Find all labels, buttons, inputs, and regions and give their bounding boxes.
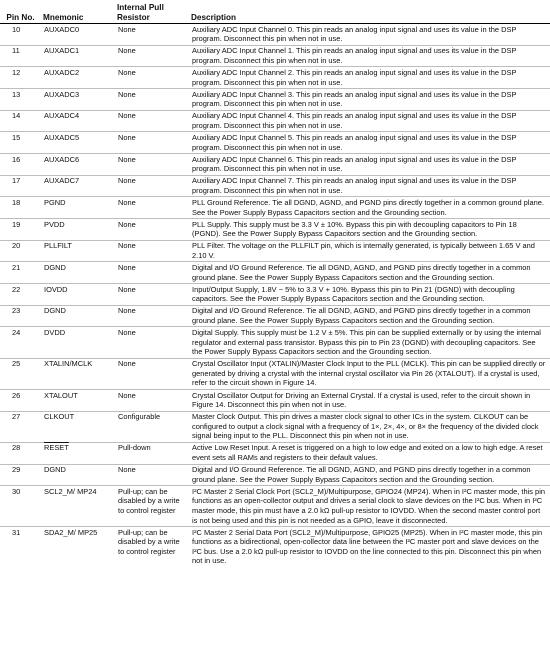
- mnemonic-cell: AUXADC1: [41, 45, 115, 67]
- pull-resistor-cell: None: [115, 45, 189, 67]
- pull-resistor-cell: None: [115, 327, 189, 358]
- pull-resistor-cell: Configurable: [115, 411, 189, 442]
- pin-number-cell: 28: [0, 442, 41, 464]
- table-row: [0, 154, 550, 176]
- description-cell: Crystal Oscillator Input (XTALIN)/Master Clock Input to the PLL (MCLK). This pin can be supplied directly or generated by driving a crystal with the internal crystal oscillator via Pin 26 (XTALOUT). If a crystal is used, refer to the circuit shown in Figure 14.: [189, 358, 550, 389]
- mnemonic-cell: SCL2_M/ MP24: [41, 486, 115, 527]
- mnemonic-cell: DVDD: [41, 327, 115, 358]
- header-description: Description: [189, 0, 550, 24]
- mnemonic-cell: AUXADC4: [41, 110, 115, 132]
- pin-number-cell: 10: [0, 24, 41, 46]
- mnemonic-cell: IOVDD: [41, 284, 115, 306]
- pin-number-cell: 18: [0, 197, 41, 219]
- pin-number-cell: 14: [0, 110, 41, 132]
- table-row: [0, 358, 550, 389]
- pull-resistor-cell: None: [115, 197, 189, 219]
- table-row: [0, 45, 550, 67]
- pin-number-cell: 30: [0, 486, 41, 527]
- table-row: [0, 175, 550, 197]
- table-header: [0, 0, 550, 24]
- table-row: [0, 305, 550, 327]
- pull-resistor-cell: None: [115, 175, 189, 197]
- mnemonic-cell: AUXADC2: [41, 67, 115, 89]
- description-cell: Auxiliary ADC Input Channel 1. This pin reads an analog input signal and uses its value in the DSP program. Disconnect this pin when not in use.: [189, 45, 550, 67]
- pull-resistor-cell: Pull-up; can be disabled by a write to control register: [118, 527, 180, 556]
- pull-resistor-cell: None: [115, 358, 189, 389]
- table-row: [0, 219, 550, 241]
- mnemonic-cell: AUXADC5: [41, 132, 115, 154]
- description-cell: I²C Master 2 Serial Clock Port (SCL2_M)/Multipurpose, GPIO24 (MP24). When in I²C master mode, this pin functions as an open-collector output and drives a serial clock to slave devices on the I²C bus. When in I²C master mode, this pin must have a 2.0 kΩ pull-up resistor to IOVDD. When the second master control port is not being used and this pin is not needed as a GPIO, leave it disconnected.: [189, 486, 550, 527]
- pin-number-cell: 17: [0, 175, 41, 197]
- description-cell: Auxiliary ADC Input Channel 0. This pin reads an analog input signal and uses its value in the DSP program. Disconnect this pin when not in use.: [189, 24, 550, 46]
- table-row: [0, 262, 550, 284]
- description-cell: Input/Output Supply, 1.8V − 5% to 3.3 V + 10%. Bypass this pin to Pin 21 (DGND) with decoupling capacitors. See the Power Supply Bypass Capacitors section and the Grounding section.: [189, 284, 550, 306]
- pin-number-cell: 19: [0, 219, 41, 241]
- table-row: [0, 442, 550, 464]
- mnemonic-cell: RESET: [41, 442, 115, 464]
- header-pin-no: Pin No.: [0, 0, 41, 24]
- table-row: [0, 411, 550, 442]
- description-cell: Digital and I/O Ground Reference. Tie all DGND, AGND, and PGND pins directly together in a common ground plane. See the Power Supply Bypass Capacitors section and the Grounding section.: [189, 262, 550, 284]
- pin-number-cell: 13: [0, 89, 41, 111]
- mnemonic-cell: DGND: [41, 305, 115, 327]
- pull-resistor-cell: None: [115, 240, 189, 262]
- mnemonic-cell: PVDD: [41, 219, 115, 241]
- description-cell: Active Low Reset Input. A reset is triggered on a high to low edge and exited on a low to high edge. A reset event sets all RAMs and registers to their default values.: [189, 442, 550, 464]
- description-cell: Auxiliary ADC Input Channel 7. This pin reads an analog input signal and uses its value in the DSP program. Disconnect this pin when not in use.: [189, 175, 550, 197]
- mnemonic-cell: AUXADC6: [41, 154, 115, 176]
- table-row: [0, 67, 550, 89]
- pin-number-cell: 11: [0, 45, 41, 67]
- table-row: [0, 89, 550, 111]
- description-cell: Auxiliary ADC Input Channel 3. This pin reads an analog input signal and uses its value in the DSP program. Disconnect this pin when not in use.: [189, 89, 550, 111]
- table-row: [0, 197, 550, 219]
- table-row: [0, 110, 550, 132]
- pull-resistor-cell: Pull-up; can be disabled by a write to control register: [115, 486, 189, 527]
- description-cell: Auxiliary ADC Input Channel 6. This pin reads an analog input signal and uses its value in the DSP program. Disconnect this pin when not in use.: [189, 154, 550, 176]
- description-cell: Auxiliary ADC Input Channel 4. This pin reads an analog input signal and uses its value in the DSP program. Disconnect this pin when not in use.: [189, 110, 550, 132]
- pull-resistor-cell: None: [115, 132, 189, 154]
- pull-resistor-cell: None: [115, 389, 189, 411]
- pull-resistor-cell: Pull-down: [115, 442, 189, 464]
- description-cell: PLL Filter. The voltage on the PLLFILT pin, which is internally generated, is typically between 1.65 V and 2.10 V.: [189, 240, 550, 262]
- pin-number-cell: 16: [0, 154, 41, 176]
- pull-resistor-cell: None: [115, 262, 189, 284]
- mnemonic-cell: AUXADC7: [41, 175, 115, 197]
- pull-resistor-cell: None: [115, 305, 189, 327]
- pin-number-cell: 25: [0, 358, 41, 389]
- pin-number-cell: 26: [0, 389, 41, 411]
- description-cell: Digital Supply. This supply must be 1.2 V ± 5%. This pin can be supplied externally or by using the internal regulator and external pass transistor. Bypass this pin to Pin 23 (DGND) with decoupling capacitors. See the Power Supply Bypass Capacitors section and the Grounding section.: [189, 327, 550, 358]
- pull-resistor-cell: None: [115, 24, 189, 46]
- table-row: [0, 464, 550, 486]
- description-cell: Auxiliary ADC Input Channel 2. This pin reads an analog input signal and uses its value in the DSP program. Disconnect this pin when not in use.: [189, 67, 550, 89]
- table-row: [0, 389, 550, 411]
- table-row: [0, 486, 550, 527]
- pin-number-cell: 22: [0, 284, 41, 306]
- table-row: [0, 24, 550, 46]
- pin-number-cell: 24: [0, 327, 41, 358]
- pin-number-cell: 21: [0, 262, 41, 284]
- pull-resistor-cell: None: [115, 154, 189, 176]
- pin-number-cell: 27: [0, 411, 41, 442]
- description-cell: Digital and I/O Ground Reference. Tie all DGND, AGND, and PGND pins directly together in a common ground plane. See the Power Supply Bypass Capacitors section and the Grounding section.: [189, 305, 550, 327]
- mnemonic-cell: DGND: [41, 464, 115, 486]
- header-internal-pull-resistor: Internal Pull Resistor: [115, 0, 189, 24]
- table-row: [0, 527, 550, 567]
- description-cell: Digital and I/O Ground Reference. Tie all DGND, AGND, and PGND pins directly together in a common ground plane. See the Power Supply Bypass Capacitors section and the Grounding section.: [189, 464, 550, 486]
- header-mnemonic: Mnemonic: [41, 0, 115, 24]
- pin-number-cell: 23: [0, 305, 41, 327]
- mnemonic-cell: CLKOUT: [41, 411, 115, 442]
- mnemonic-cell: PGND: [41, 197, 115, 219]
- pin-number-cell: 12: [0, 67, 41, 89]
- description-cell: PLL Supply. This supply must be 3.3 V ± 10%. Bypass this pin with decoupling capacitors to Pin 18 (PGND). See the Power Supply Bypass Capacitors section and the Grounding section.: [189, 219, 550, 241]
- pin-number-cell: 29: [0, 464, 41, 486]
- table-row: [0, 284, 550, 306]
- pull-resistor-cell: None: [115, 464, 189, 486]
- mnemonic-cell: SDA2_M/ MP25: [44, 527, 98, 537]
- mnemonic-cell: AUXADC3: [41, 89, 115, 111]
- pin-number-cell: 31: [12, 527, 21, 537]
- pull-resistor-cell: None: [115, 89, 189, 111]
- pin-number-cell: 20: [0, 240, 41, 262]
- pull-resistor-cell: None: [115, 284, 189, 306]
- table-row: [0, 132, 550, 154]
- mnemonic-cell: XTALOUT: [41, 389, 115, 411]
- mnemonic-cell: PLLFILT: [41, 240, 115, 262]
- pull-resistor-cell: None: [115, 110, 189, 132]
- table-body: [0, 24, 550, 567]
- table-row: [0, 240, 550, 262]
- table-row: [0, 327, 550, 358]
- mnemonic-cell: DGND: [41, 262, 115, 284]
- description-cell: Crystal Oscillator Output for Driving an External Crystal. If a crystal is used, refer to the circuit shown in Figure 14. Disconnect this pin when not in use.: [189, 389, 550, 411]
- mnemonic-cell: AUXADC0: [41, 24, 115, 46]
- description-cell: Master Clock Output. This pin drives a master clock signal to other ICs in the system. CLKOUT can be configured to output a clock signal with a frequency of 1×, 2×, 4×, or 8× the frequency of the divided clock signal being input to the PLL. Disconnect this pin when not in use.: [189, 411, 550, 442]
- pull-resistor-cell: None: [115, 219, 189, 241]
- description-cell: I²C Master 2 Serial Data Port (SCL2_M)/Multipurpose, GPIO25 (MP25). When in I²C master mode, this pin functions as a bidirectional, open-collector data line between the I²C master port and slave devices on the I²C bus. Use a 2.0 kΩ pull-up resistor to IOVDD on the line connected to this pin. Disconnect this pin when not in use.: [192, 527, 543, 566]
- description-cell: PLL Ground Reference. Tie all DGND, AGND, and PGND pins directly together in a common ground plane. See the Power Supply Bypass Capacitors section and the Grounding section.: [189, 197, 550, 219]
- description-cell: Auxiliary ADC Input Channel 5. This pin reads an analog input signal and uses its value in the DSP program. Disconnect this pin when not in use.: [189, 132, 550, 154]
- pin-number-cell: 15: [0, 132, 41, 154]
- mnemonic-cell: XTALIN/MCLK: [41, 358, 115, 389]
- pull-resistor-cell: None: [115, 67, 189, 89]
